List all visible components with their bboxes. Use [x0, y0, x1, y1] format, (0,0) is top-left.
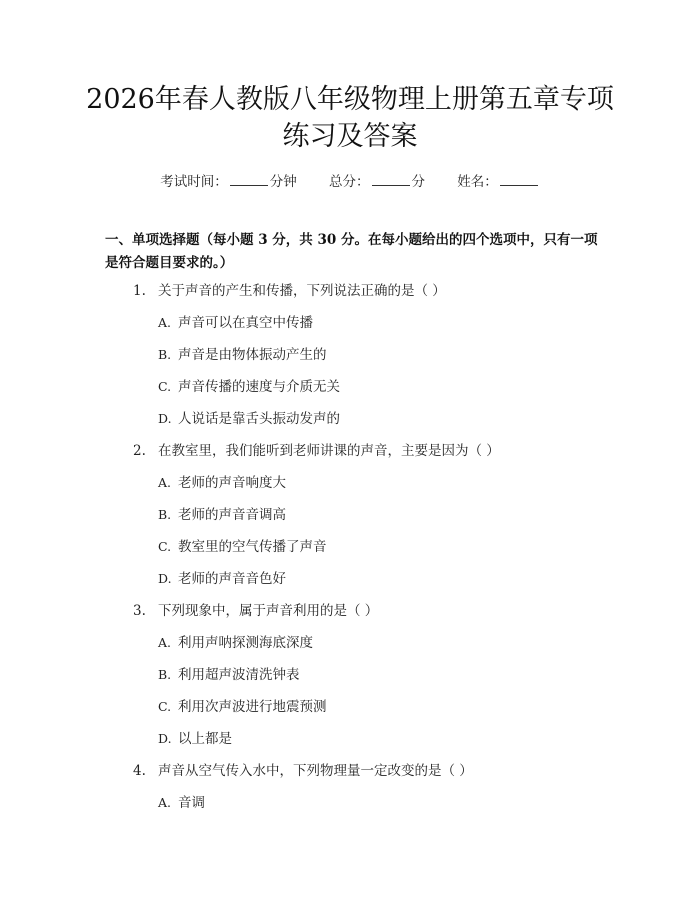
question-3-option-c	[158, 698, 327, 716]
question-number: 4.	[133, 763, 146, 779]
document-title-line2: 练习及答案	[282, 121, 418, 152]
question-3-option-b	[158, 666, 300, 684]
option-text: 人说话是靠舌头振动发声的	[178, 411, 340, 427]
question-text: 在教室里，我们能听到老师讲课的声音，主要是因为（ ）	[158, 443, 500, 459]
option-letter: A.	[158, 795, 172, 810]
option-letter: B.	[158, 347, 172, 362]
option-letter: B.	[158, 507, 172, 522]
question-1-option-a	[158, 314, 313, 332]
question-2-option-a	[158, 474, 286, 492]
exam-name-blank	[500, 173, 538, 186]
question-2-option-c	[158, 538, 327, 556]
question-number: 3.	[133, 603, 146, 619]
question-3-stem	[133, 602, 378, 620]
exam-time-blank	[230, 173, 268, 186]
question-2-stem	[133, 442, 500, 460]
option-letter: D.	[158, 411, 172, 426]
option-letter: C.	[158, 699, 172, 714]
option-text: 声音可以在真空中传播	[178, 315, 313, 331]
option-text: 教室里的空气传播了声音	[178, 539, 327, 555]
question-text: 声音从空气传入水中，下列物理量一定改变的是（ ）	[158, 763, 473, 779]
exam-time-unit: 分钟	[269, 174, 297, 190]
question-2-option-d	[158, 570, 286, 588]
section-heading-line1: 一、单项选择题（每小题 3 分，共 30 分。在每小题给出的四个选项中，只有一项	[105, 232, 598, 248]
question-1-stem	[133, 282, 446, 300]
question-number: 1.	[133, 283, 146, 299]
option-text: 利用次声波进行地震预测	[178, 699, 327, 715]
option-letter: D.	[158, 731, 172, 746]
question-3-option-d	[158, 730, 232, 748]
option-letter: B.	[158, 667, 172, 682]
option-letter: A.	[158, 315, 172, 330]
exam-time	[160, 170, 297, 190]
section-heading	[105, 229, 605, 275]
option-text: 老师的声音响度大	[178, 475, 286, 491]
exam-time-label: 考试时间：	[160, 174, 228, 190]
option-text: 音调	[178, 795, 205, 811]
option-letter: D.	[158, 571, 172, 586]
option-text: 利用声呐探测海底深度	[178, 635, 313, 651]
option-letter: C.	[158, 379, 172, 394]
exam-name	[457, 170, 540, 190]
option-text: 老师的声音音调高	[178, 507, 286, 523]
question-1-option-b	[158, 346, 327, 364]
option-text: 声音是由物体振动产生的	[178, 347, 327, 363]
option-letter: C.	[158, 539, 172, 554]
option-letter: A.	[158, 635, 172, 650]
question-text: 下列现象中，属于声音利用的是（ ）	[158, 603, 379, 619]
question-1-option-c	[158, 378, 340, 396]
option-text: 声音传播的速度与介质无关	[178, 379, 340, 395]
question-3-option-a	[158, 634, 313, 652]
option-text: 老师的声音音色好	[178, 571, 286, 587]
option-letter: A.	[158, 475, 172, 490]
question-4-stem	[133, 762, 473, 780]
question-text: 关于声音的产生和传播，下列说法正确的是（ ）	[158, 283, 446, 299]
exam-score-unit: 分	[411, 174, 425, 190]
exam-score	[329, 170, 425, 190]
question-1-option-d	[158, 410, 340, 428]
exam-score-blank	[372, 173, 410, 186]
question-2-option-b	[158, 506, 286, 524]
exam-info-bar	[0, 170, 700, 190]
section-heading-line2: 是符合题目要求的。）	[105, 255, 234, 271]
question-4-option-a	[158, 794, 205, 812]
exam-name-label: 姓名：	[457, 174, 498, 190]
exam-score-label: 总分：	[329, 174, 370, 190]
option-text: 以上都是	[178, 731, 232, 747]
question-number: 2.	[133, 443, 146, 459]
document-title-line1: 2026年春人教版八年级物理上册第五章专项	[86, 84, 614, 115]
option-text: 利用超声波清洗钟表	[178, 667, 300, 683]
